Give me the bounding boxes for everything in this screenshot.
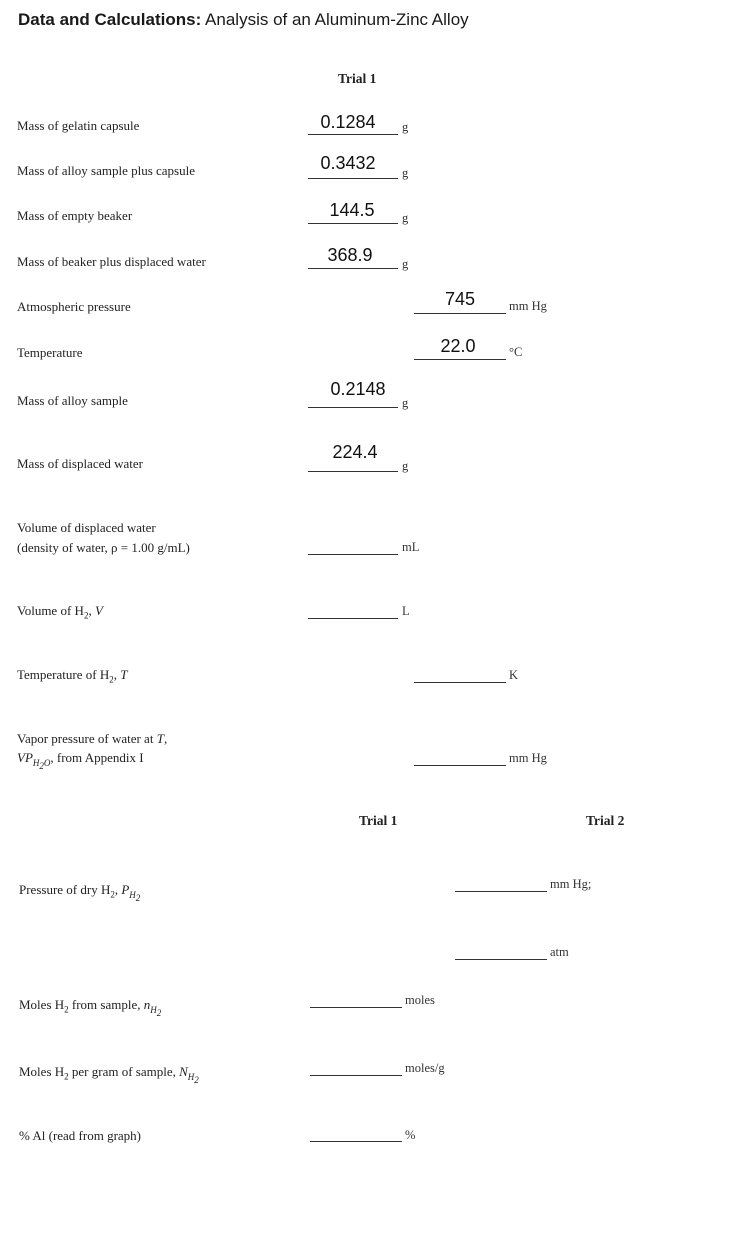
temperature-line [414,359,506,360]
alloy-capsule-label: Mass of alloy sample plus capsule [17,163,195,178]
pct-al-unit: % [405,1128,416,1142]
displaced-water-unit: g [402,459,409,473]
displaced-water-label: Mass of displaced water [17,456,143,471]
dry-h2-atm-unit: atm [550,945,569,959]
page-title: Data and Calculations: Analysis of an Aluminum-Zinc Alloy [18,10,469,29]
pct-al-label: % Al (read from graph) [19,1128,142,1143]
alloy-mass-label: Mass of alloy sample [17,393,128,408]
temp-h2-unit: K [509,668,519,682]
vol-water-line [308,554,398,555]
vol-water-label-1: Volume of displaced water [17,520,156,535]
beaker-water-value[interactable]: 368.9 [327,245,373,265]
vapor-unit: mm Hg [509,751,547,765]
vol-water-unit: mL [402,540,420,554]
atm-pressure-value[interactable]: 745 [444,289,476,309]
moles-h2-label: Moles $H_2$ from sample, $n_{H_2}$ [19,997,162,1018]
moles-per-g-line [310,1075,402,1076]
empty-beaker-value[interactable]: 144.5 [329,200,375,220]
beaker-water-line [308,268,398,269]
empty-beaker-line [308,223,398,224]
empty-beaker-unit: g [402,211,409,225]
displaced-water-value[interactable]: 224.4 [332,442,378,462]
vol-h2-line [308,618,398,619]
vapor-label-2: $VP_{H_2O}$, from Appendix I [17,750,144,771]
empty-beaker-label: Mass of empty beaker [17,208,133,223]
alloy-mass-value[interactable]: 0.2148 [330,379,386,399]
dry-h2-mmhg-line [455,891,547,892]
alloy-capsule-line [308,178,398,179]
beaker-water-unit: g [402,257,409,271]
dry-h2-mmhg-unit: mm Hg; [550,877,592,891]
vapor-label-1: Vapor pressure of water at T, [17,731,168,746]
trial2-header: Trial 2 [586,813,625,828]
atm-pressure-unit: mm Hg [509,299,547,313]
dry-h2-atm-line [455,959,547,960]
trial1-header: Trial 1 [338,71,377,86]
temperature-value[interactable]: 22.0 [440,336,476,356]
atm-pressure-label: Atmospheric pressure [17,299,131,314]
moles-h2-line [310,1007,402,1008]
vol-h2-unit: L [402,604,410,618]
alloy-mass-line [308,407,398,408]
temp-h2-line [414,682,506,683]
gelatin-unit: g [402,120,409,134]
gelatin-value[interactable]: 0.1284 [320,112,376,132]
gelatin-label: Mass of gelatin capsule [17,118,140,133]
moles-per-g-unit: moles/g [405,1061,445,1075]
moles-per-g-label: Moles $H_2$ per gram of sample, $N_{H_2}$ [19,1064,199,1085]
vol-h2-label: Volume of $H_2$, V [17,603,103,621]
vapor-line [414,765,506,766]
dry-h2-label: Pressure of dry $H_2$, $P_{H_2}$ [19,882,141,903]
alloy-mass-unit: g [402,396,409,410]
moles-h2-unit: moles [405,993,435,1007]
alloy-capsule-unit: g [402,166,409,180]
temperature-label: Temperature [17,345,83,360]
vol-water-label-2: (density of water, ρ = 1.00 g/mL) [17,540,190,555]
atm-pressure-line [414,313,506,314]
pct-al-line [310,1141,402,1142]
temp-h2-label: Temperature of $H_2$, T [17,667,128,685]
trial1-header-2: Trial 1 [359,813,398,828]
alloy-capsule-value[interactable]: 0.3432 [320,153,376,173]
displaced-water-line [308,471,398,472]
temperature-unit: °C [509,345,523,359]
gelatin-line [308,134,398,135]
beaker-water-label: Mass of beaker plus displaced water [17,254,206,269]
